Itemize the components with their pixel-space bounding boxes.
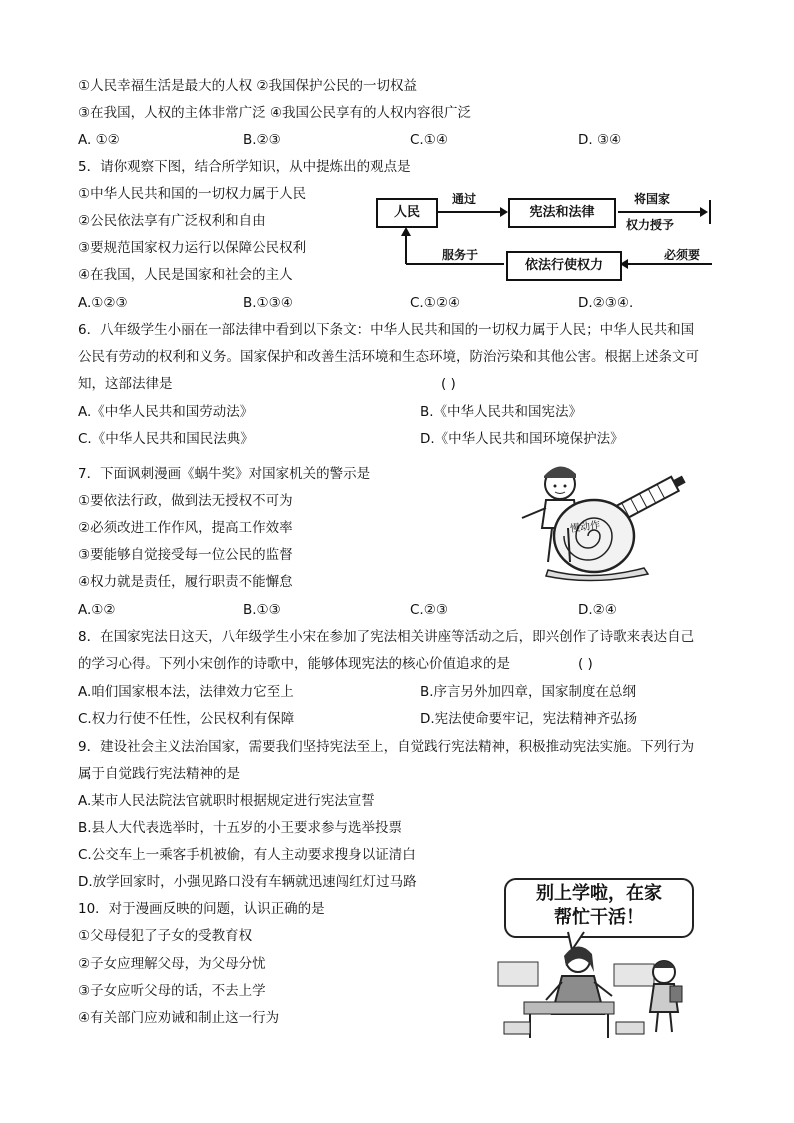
q5-option-b: B.①③④ (243, 295, 293, 311)
q6-stem-line3: 知，这部法律是 (78, 376, 173, 392)
family-scene-illustration (494, 872, 702, 1042)
q8-stem-line2: 的学习心得。下列小宋创作的诗歌中，能够体现宪法的核心价值追求的是 (78, 656, 510, 672)
q6-option-c: C.《中华人民共和国民法典》 (78, 431, 254, 447)
prev-statement-line1: ①人民幸福生活是最大的人权 ②我国保护公民的一切权益 (78, 78, 417, 94)
q7-statement-2: ②必须改进工作作风，提高工作效率 (78, 520, 293, 536)
q10-statement-2: ②子女应理解父母，为父母分忧 (78, 956, 266, 972)
diagram-box-people: 人民 (376, 198, 438, 228)
prev-option-b: B.②③ (243, 132, 281, 148)
q8-answer-bracket: ( ) (578, 656, 593, 672)
q8-option-c: C.权力行使不任性，公民权利有保障 (78, 711, 295, 727)
diagram-label-serve: 服务于 (442, 248, 479, 262)
q8-option-a: A.咱们国家根本法，法律效力它至上 (78, 684, 294, 700)
snail-cartoon-illustration (512, 458, 698, 584)
q5-statement-4: ④在我国，人民是国家和社会的主人 (78, 267, 293, 283)
q5-option-a: A.①②③ (78, 295, 128, 311)
snail-award-cartoon (512, 458, 698, 584)
diagram-box-exercise-power: 依法行使权力 (506, 251, 622, 281)
q7-option-c: C.②③ (410, 602, 448, 618)
q7-option-a: A.①② (78, 602, 116, 618)
diagram-label-grant-1: 将国家 (634, 192, 671, 206)
prev-option-d: D. ③④ (578, 132, 622, 148)
q9-stem-line1: 9．建设社会主义法治国家，需要我们坚持宪法至上，自觉践行宪法精神，积极推动宪法实施。下列行为 (78, 739, 695, 755)
q5-statement-3: ③要规范国家权力运行以保障公民权利 (78, 240, 307, 256)
q10-statement-4: ④有关部门应劝诫和制止这一行为 (78, 1010, 280, 1026)
q7-statement-3: ③要能够自觉接受每一位公民的监督 (78, 547, 293, 563)
q5-statement-2: ②公民依法享有广泛权利和自由 (78, 213, 266, 229)
prev-statement-line2: ③在我国，人权的主体非常广泛 ④我国公民享有的人权内容很广泛 (78, 105, 471, 121)
q7-option-d: D.②④ (578, 602, 617, 618)
q6-answer-bracket: ( ) (441, 376, 456, 392)
q6-option-b: B.《中华人民共和国宪法》 (420, 404, 583, 420)
q9-option-d: D.放学回家时，小强见路口没有车辆就迅速闯红灯过马路 (78, 874, 417, 890)
cartoon-slow-action-label: 慢动作 (569, 519, 601, 536)
diagram-label-must: 必须要 (664, 248, 701, 262)
q7-statement-1: ①要依法行政，做到法无授权不可为 (78, 493, 293, 509)
q10-statement-1: ①父母侵犯了子女的受教育权 (78, 928, 253, 944)
q9-option-c: C.公交车上一乘客手机被偷，有人主动要求搜身以证清白 (78, 847, 416, 863)
q6-option-d: D.《中华人民共和国环境保护法》 (420, 431, 624, 447)
q8-option-b: B.序言另外加四章，国家制度在总纲 (420, 684, 637, 700)
q9-option-a: A.某市人民法院法官就职时根据规定进行宪法宣誓 (78, 793, 375, 809)
diagram-label-grant-2: 权力授予 (626, 218, 675, 232)
prev-option-a: A. ①② (78, 132, 120, 148)
q7-option-b: B.①③ (243, 602, 281, 618)
q5-power-diagram (372, 182, 717, 282)
q5-option-d: D.②③④. (578, 295, 634, 311)
q9-option-b: B.县人大代表选举时，十五岁的小王要求参与选举投票 (78, 820, 403, 836)
q5-stem: 5．请你观察下图，结合所学知识，从中提炼出的观点是 (78, 159, 411, 175)
q8-stem-line1: 8．在国家宪法日这天，八年级学生小宋在参加了宪法相关讲座等活动之后，即兴创作了诗歌来表达自己 (78, 629, 695, 645)
q6-stem-line1: 6．八年级学生小丽在一部法律中看到以下条文：中华人民共和国的一切权力属于人民；中华人民共和国 (78, 322, 695, 338)
q8-option-d: D.宪法使命要牢记，宪法精神齐弘扬 (420, 711, 638, 727)
q5-statement-1: ①中华人民共和国的一切权力属于人民 (78, 186, 307, 202)
q10-stem: 10．对于漫画反映的问题，认识正确的是 (78, 901, 325, 917)
speech-bubble-line1: 别上学啦，在家 (536, 883, 662, 904)
diagram-box-constitution-law: 宪法和法律 (508, 198, 616, 228)
q7-statement-4: ④权力就是责任，履行职责不能懈怠 (78, 574, 293, 590)
q6-stem-line2: 公民有劳动的权利和义务。国家保护和改善生活环境和生态环境，防治污染和其他公害。根据上述条文可 (78, 349, 699, 365)
prev-option-c: C.①④ (410, 132, 448, 148)
speech-bubble-line2: 帮忙干活！ (554, 907, 644, 928)
q9-stem-line2: 属于自觉践行宪法精神的是 (78, 766, 240, 782)
q5-option-c: C.①②④ (410, 295, 461, 311)
q7-stem: 7．下面讽刺漫画《蜗牛奖》对国家机关的警示是 (78, 466, 371, 482)
q10-statement-3: ③子女应听父母的话，不去上学 (78, 983, 266, 999)
diagram-label-via: 通过 (452, 192, 477, 206)
q6-option-a: A.《中华人民共和国劳动法》 (78, 404, 254, 420)
stay-home-cartoon (494, 872, 702, 1042)
